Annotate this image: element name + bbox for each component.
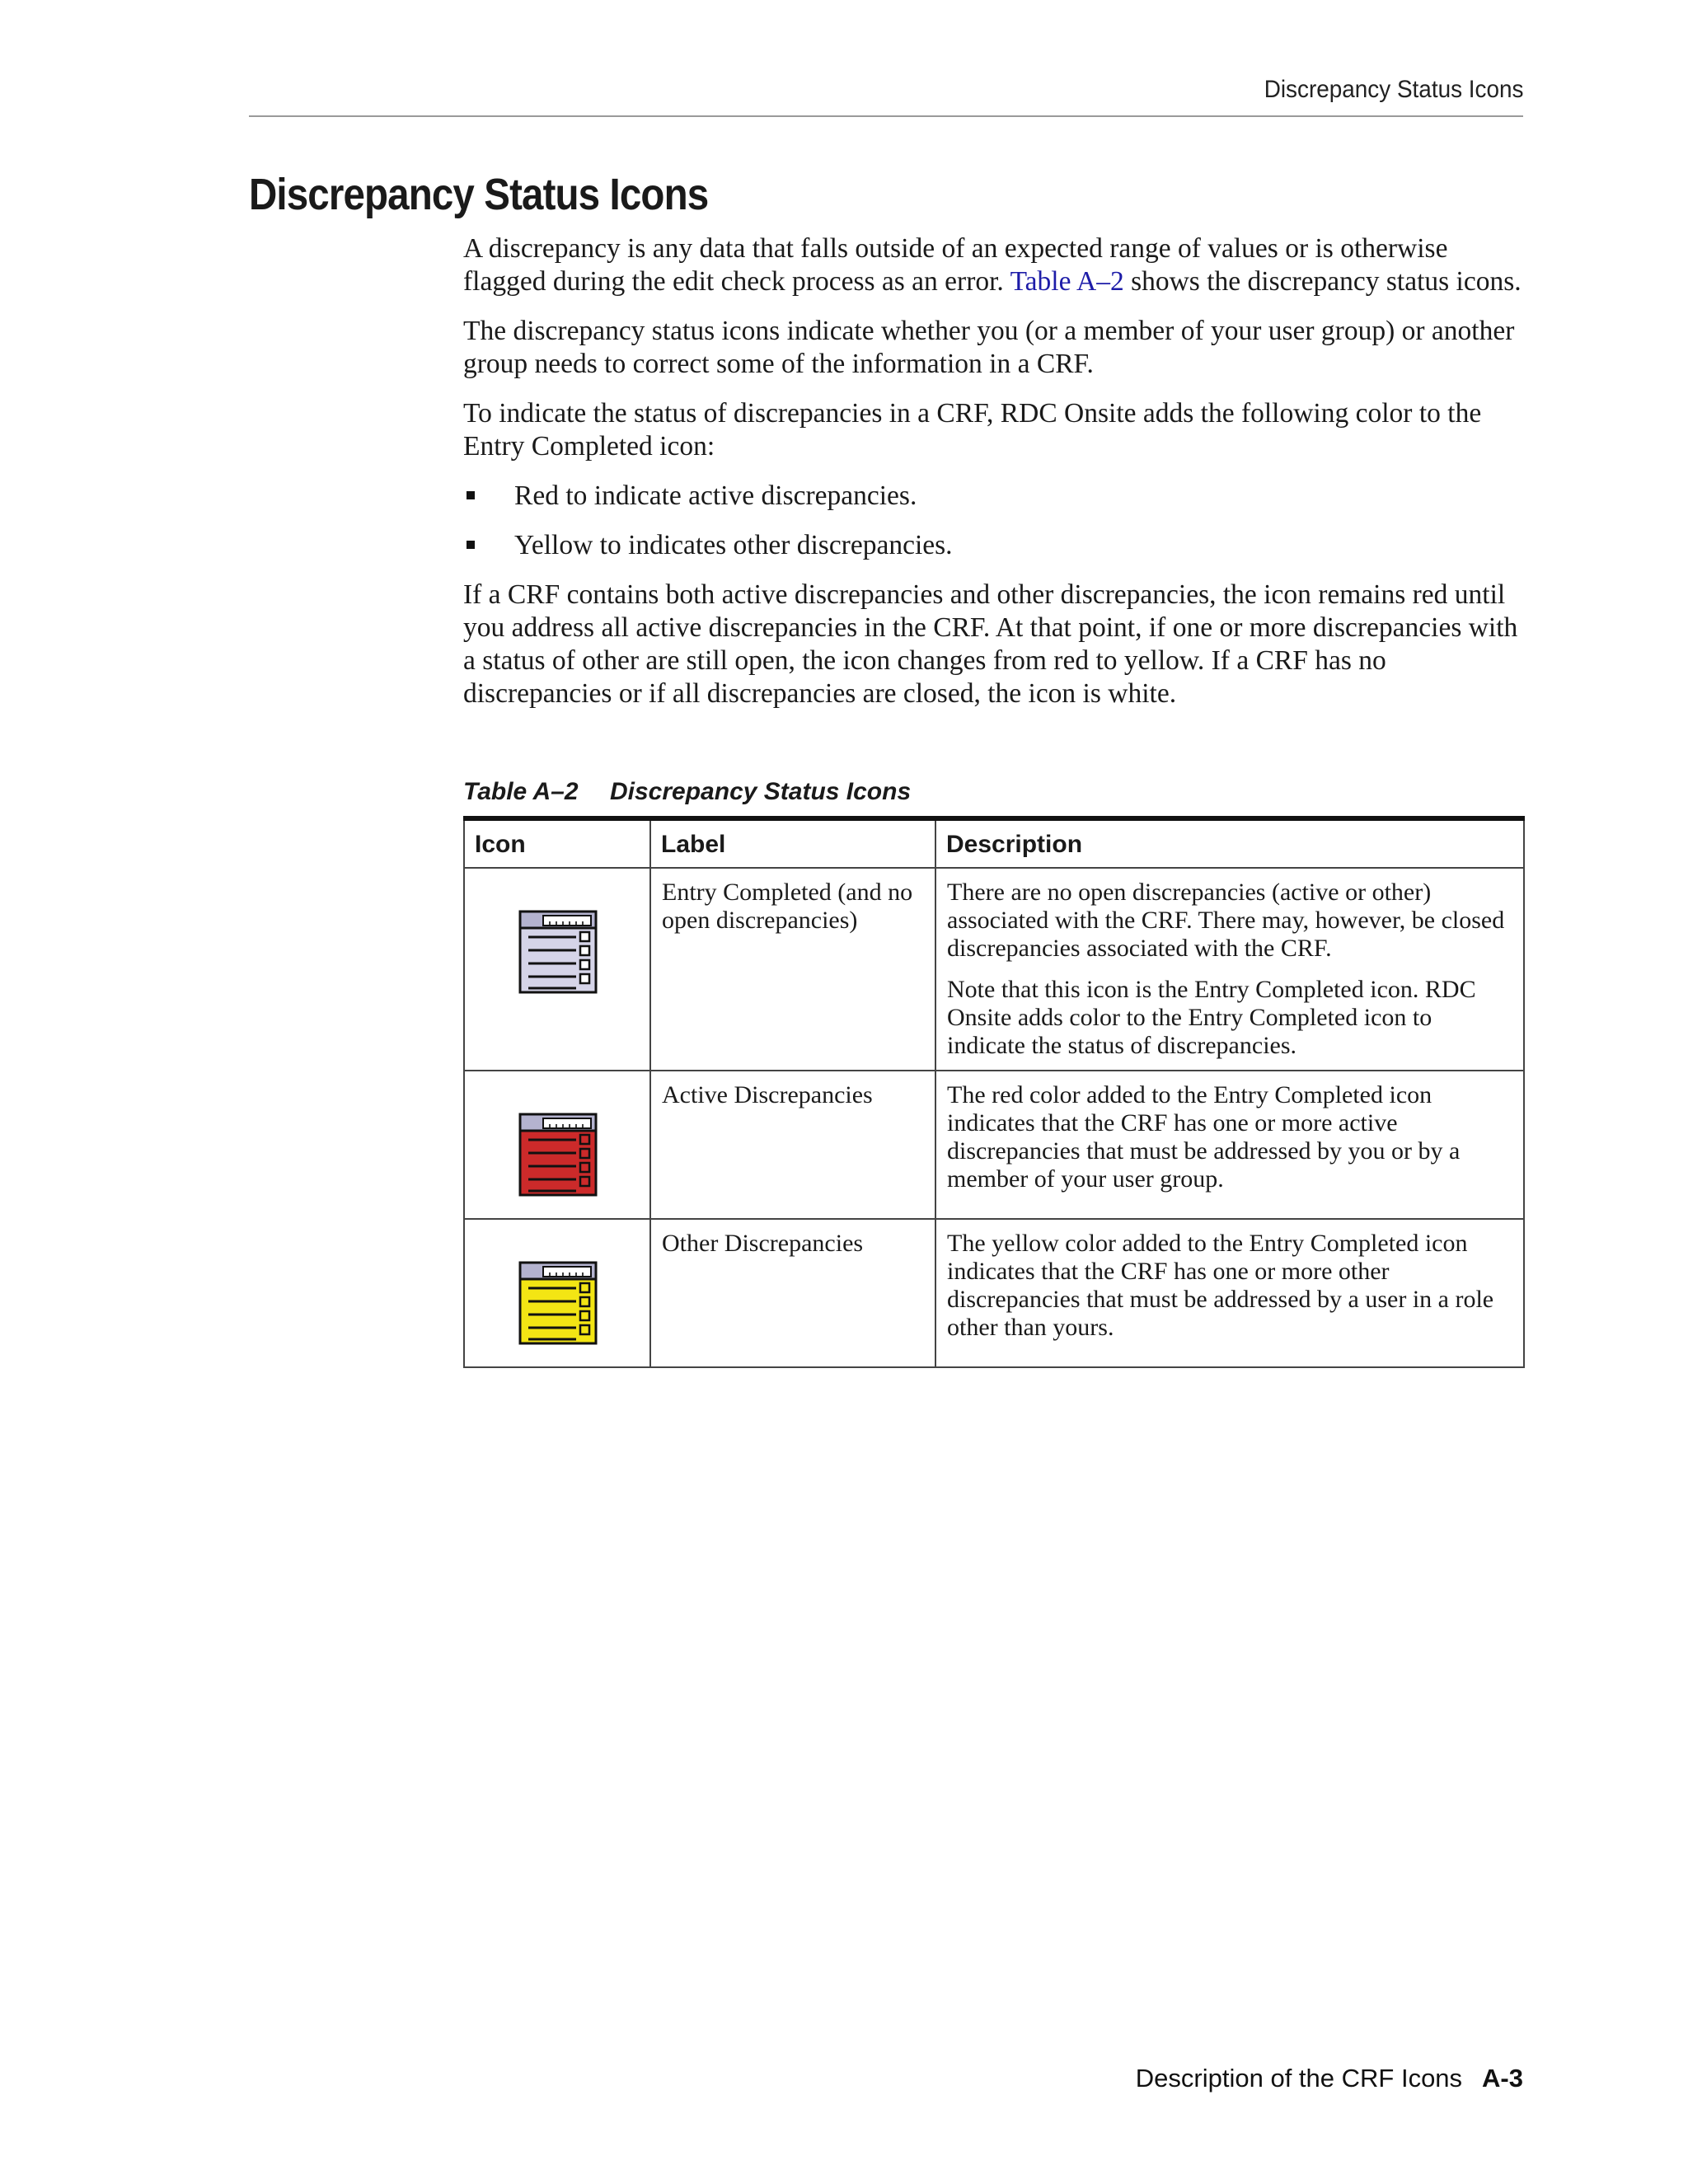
paragraph-4: If a CRF contains both active discrepancies and other discrepancies, the icon remains red until you address all active discrepancies in the CRF. At that point, if one or more discrepancies with a status of other are still open, the icon changes from red to yellow. If a CRF has no discrepancies or if all discrepancies are closed, the icon is white. bbox=[463, 579, 1518, 709]
table-caption bbox=[463, 778, 911, 806]
paragraph-2: The discrepancy status icons indicate whether you (or a member of your user group) or another group needs to correct some of the information in a CRF. bbox=[463, 316, 1515, 379]
icon-cell bbox=[464, 1219, 650, 1367]
icon-cell bbox=[464, 868, 650, 1071]
description-cell bbox=[935, 1071, 1524, 1219]
square-bullet-icon bbox=[467, 491, 475, 499]
discrepancy-status-table bbox=[463, 816, 1525, 1368]
body-text bbox=[463, 232, 1526, 727]
column-header-description: Description bbox=[935, 818, 1524, 868]
column-header-icon: Icon bbox=[464, 818, 650, 868]
footer-chapter-title: Description of the CRF Icons bbox=[1135, 2064, 1463, 2093]
table-caption-title: Discrepancy Status Icons bbox=[610, 778, 912, 805]
bullet-item-red bbox=[463, 480, 1526, 513]
intro-paragraph bbox=[463, 232, 1526, 298]
bullet-text: Yellow to indicates other discrepancies. bbox=[514, 530, 953, 560]
table-header-row bbox=[464, 818, 1524, 868]
description-text: There are no open discrepancies (active or other) associated with the CRF. There may, however, be closed discrepancies associated with the CRF. bbox=[947, 879, 1505, 962]
section-title: Discrepancy Status Icons bbox=[249, 170, 709, 219]
header-rule bbox=[249, 115, 1523, 117]
other-discrepancies-icon bbox=[518, 1261, 598, 1345]
description-text: Note that this icon is the Entry Completed icon. RDC Onsite adds color to the Entry Completed icon to indicate the status of discrepancies. bbox=[947, 976, 1476, 1059]
label-cell: Active Discrepancies bbox=[650, 1071, 935, 1219]
bullet-item-yellow bbox=[463, 529, 1526, 562]
description-cell bbox=[935, 868, 1524, 1071]
intro-text: A discrepancy is any data that falls outside of an expected range of values or is otherwise flagged during the edit check process as an error. bbox=[463, 233, 1448, 297]
table-row bbox=[464, 1219, 1524, 1367]
icon-cell bbox=[464, 1071, 650, 1219]
intro-text-end: shows the discrepancy status icons. bbox=[1123, 266, 1522, 297]
entry-completed-icon bbox=[518, 910, 598, 994]
paragraph-3: To indicate the status of discrepancies in a CRF, RDC Onsite adds the following color to the Entry Completed icon: bbox=[463, 398, 1482, 462]
label-cell: Other Discrepancies bbox=[650, 1219, 935, 1367]
description-cell bbox=[935, 1219, 1524, 1367]
table-row bbox=[464, 868, 1524, 1071]
table-row bbox=[464, 1071, 1524, 1219]
description-text: The yellow color added to the Entry Completed icon indicates that the CRF has one or more other discrepancies that must be addressed by a user in a role other than yours. bbox=[947, 1230, 1494, 1341]
table-caption-number: Table A–2 bbox=[463, 778, 579, 805]
color-bullet-list bbox=[463, 480, 1526, 562]
description-text: The red color added to the Entry Completed icon indicates that the CRF has one or more active discrepancies that must be addressed by you or by a member of your user group. bbox=[947, 1081, 1461, 1193]
table-reference-link[interactable]: Table A–2 bbox=[1010, 266, 1124, 297]
running-header: Discrepancy Status Icons bbox=[1264, 76, 1523, 103]
page-footer bbox=[1136, 2064, 1523, 2093]
square-bullet-icon bbox=[467, 541, 475, 549]
label-cell: Entry Completed (and no open discrepancies) bbox=[650, 868, 935, 1071]
bullet-text: Red to indicate active discrepancies. bbox=[514, 480, 917, 511]
column-header-label: Label bbox=[650, 818, 935, 868]
active-discrepancies-icon bbox=[518, 1113, 598, 1197]
page-number: A-3 bbox=[1482, 2064, 1523, 2093]
